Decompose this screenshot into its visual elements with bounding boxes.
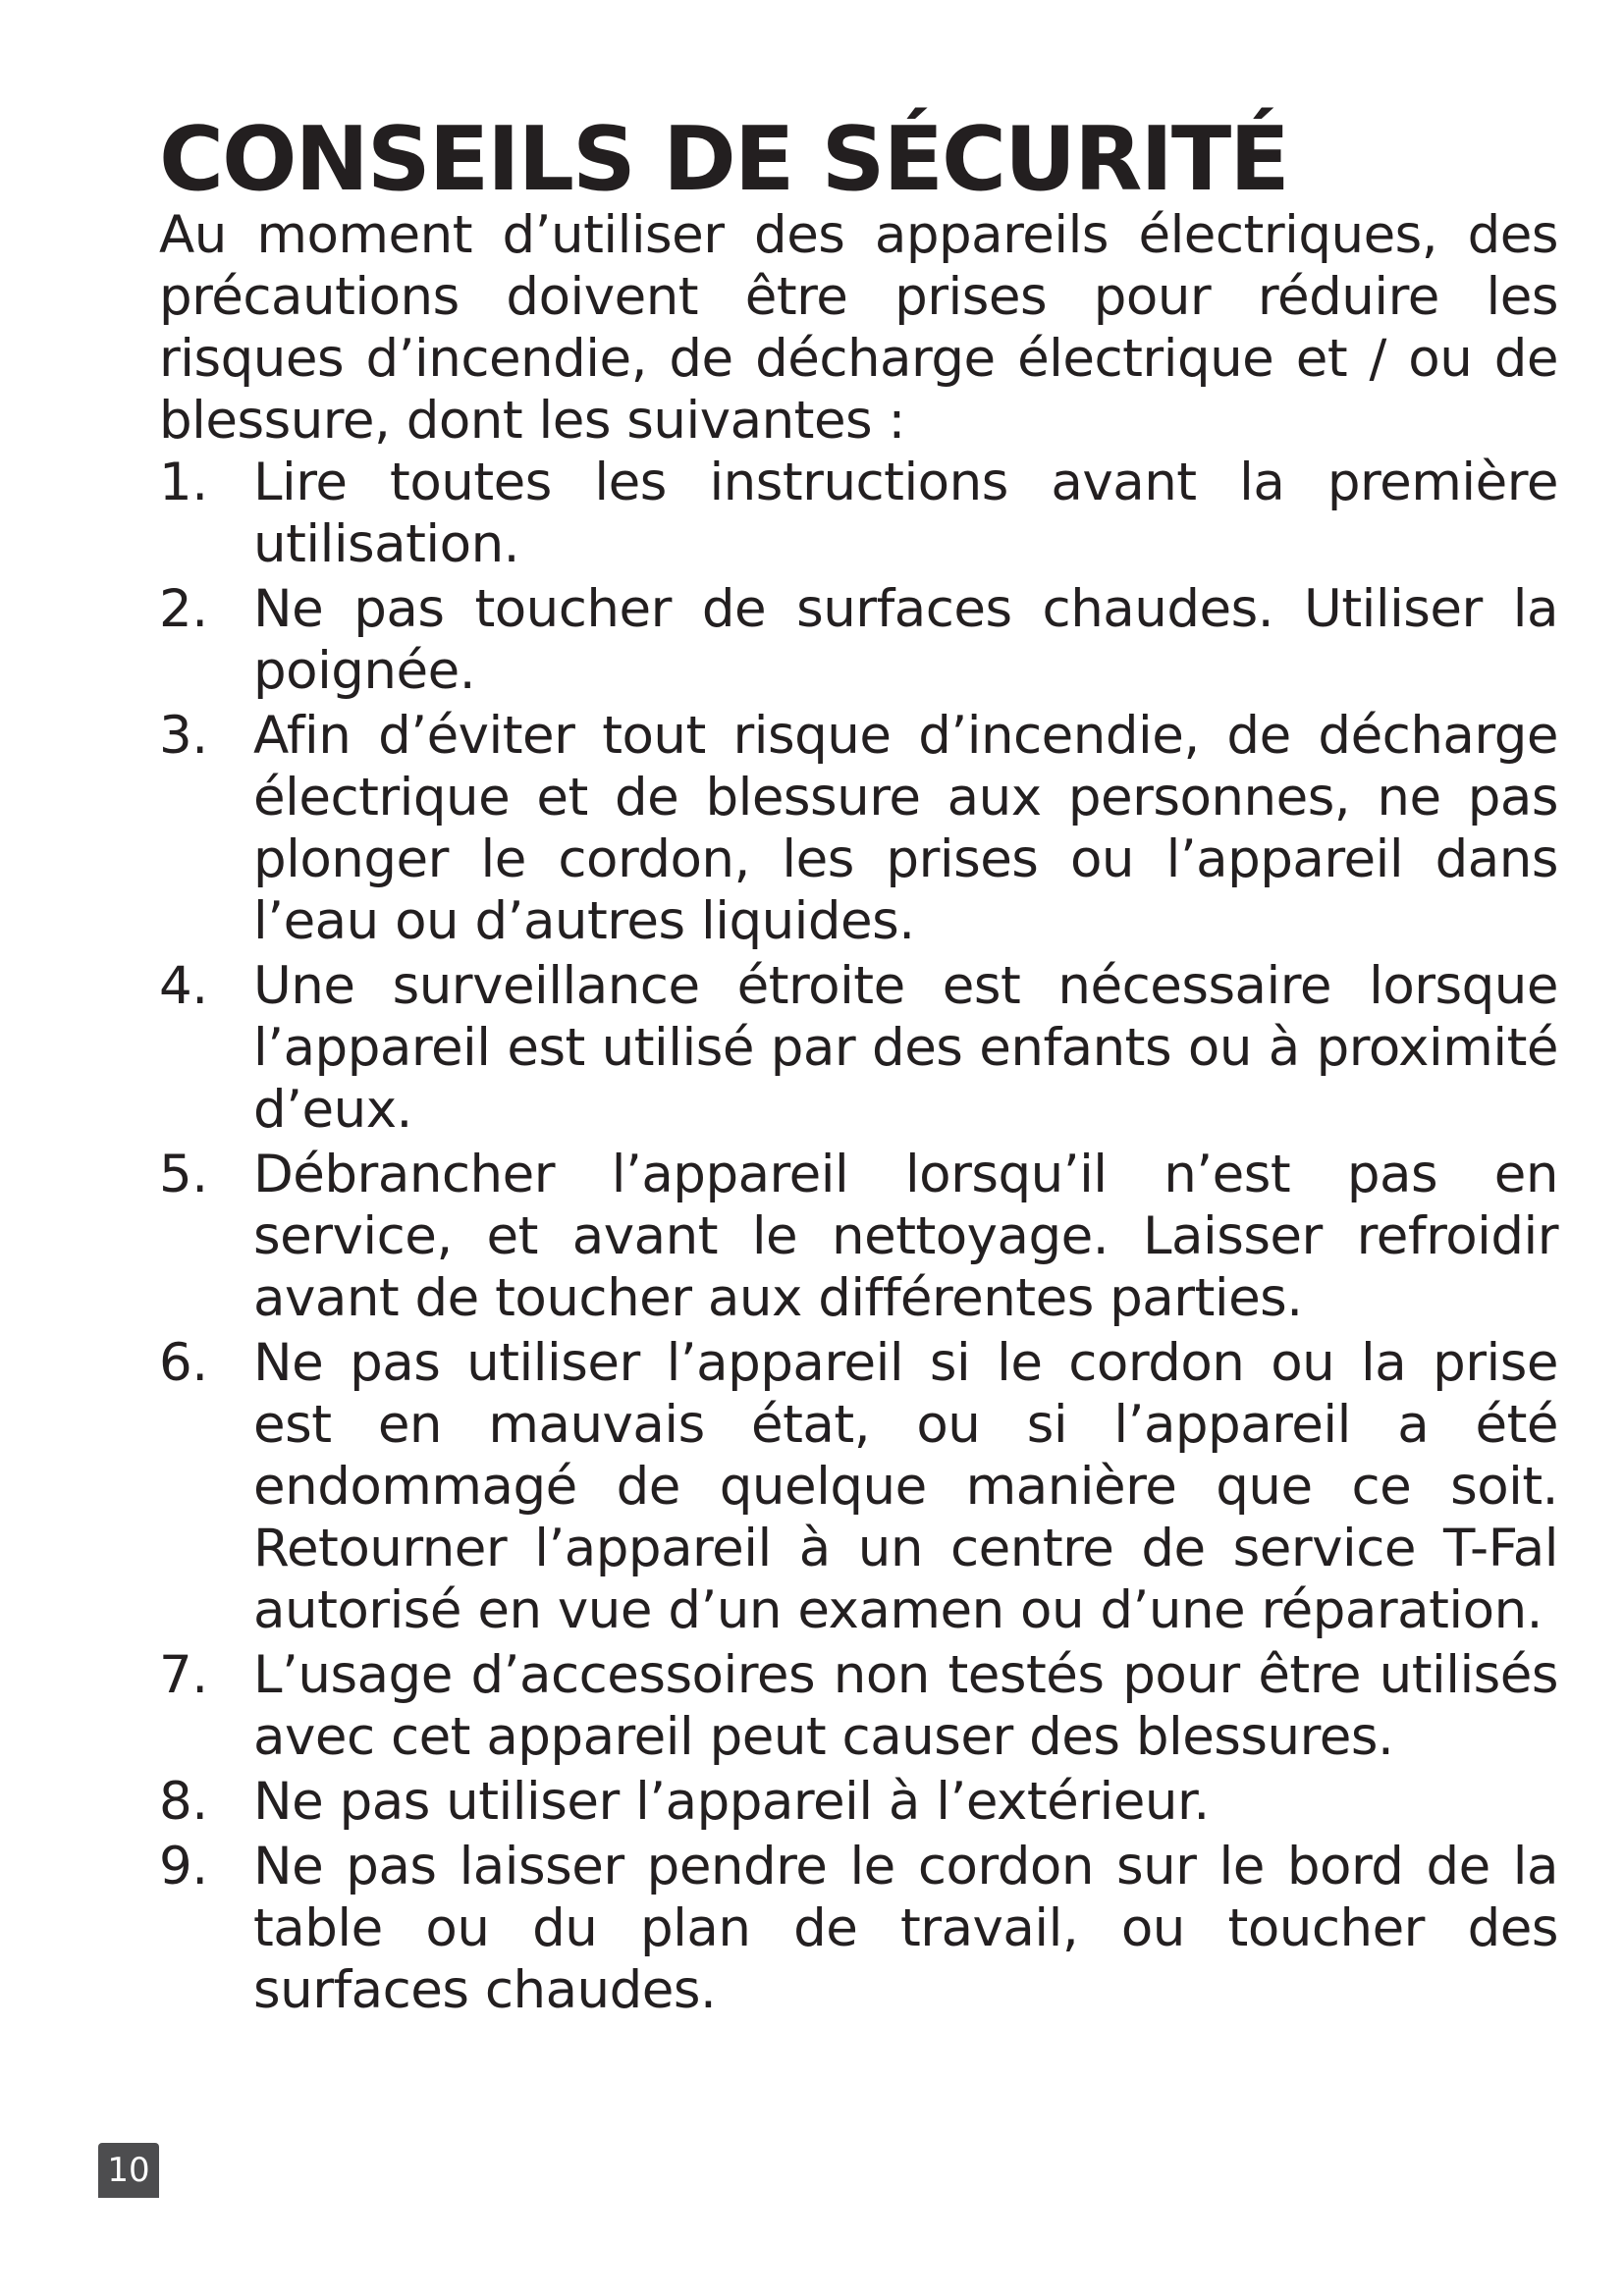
item-text: Afin d’éviter tout risque d’incendie, de décharge électrique et de blessure aux personnes, ne pas plonger le cordon, les prises ou l’appareil dans l’eau ou d’autres liquides. (253, 706, 1558, 951)
list-item (159, 1144, 1558, 1329)
list-item (159, 1332, 1558, 1641)
item-number: 2. (159, 579, 208, 639)
item-number: 5. (159, 1145, 208, 1204)
list-item (159, 955, 1558, 1141)
item-number: 1. (159, 453, 208, 512)
item-number: 8. (159, 1772, 208, 1832)
item-text: Ne pas utiliser l’appareil si le cordon ou la prise est en mauvais état, ou si l’appareil a été endommagé de quelque manière que ce soit. Retourner l’appareil à un centre de service T-Fal autorisé en vue d’un examen ou d’une réparation. (253, 1333, 1558, 1640)
item-number: 6. (159, 1333, 208, 1393)
item-text: L’usage d’accessoires non testés pour être utilisés avec cet appareil peut causer des blessures. (253, 1645, 1558, 1767)
page-title: CONSEILS DE SÉCURITÉ (159, 108, 1288, 211)
list-item (159, 1644, 1558, 1768)
item-number: 7. (159, 1645, 208, 1705)
item-text: Débrancher l’appareil lorsqu’il n’est pas en service, et avant le nettoyage. Laisser refroidir avant de toucher aux différentes parties. (253, 1145, 1558, 1328)
item-text: Ne pas utiliser l’appareil à l’extérieur. (253, 1772, 1210, 1832)
safety-rules-list (159, 452, 1558, 2021)
list-item (159, 1771, 1558, 1833)
list-item (159, 578, 1558, 702)
list-item (159, 705, 1558, 952)
item-text: Lire toutes les instructions avant la première utilisation. (253, 453, 1558, 574)
item-text: Une surveillance étroite est nécessaire lorsque l’appareil est utilisé par des enfants ou à proximité d’eux. (253, 956, 1558, 1140)
list-item (159, 452, 1558, 575)
safety-instructions-page (159, 108, 1558, 2024)
item-text: Ne pas toucher de surfaces chaudes. Utiliser la poignée. (253, 579, 1558, 701)
item-number: 3. (159, 706, 208, 766)
intro-paragraph: Au moment d’utiliser des appareils électriques, des précautions doivent être prises pour réduire les risques d’incendie, de décharge électrique et / ou de blessure, dont les suivantes : (159, 205, 1558, 451)
item-text: Ne pas laisser pendre le cordon sur le bord de la table ou du plan de travail, ou toucher des surfaces chaudes. (253, 1837, 1558, 2020)
item-number: 9. (159, 1837, 208, 1896)
item-number: 4. (159, 956, 208, 1016)
page-number-badge: 10 (98, 2143, 159, 2198)
list-item (159, 1836, 1558, 2021)
